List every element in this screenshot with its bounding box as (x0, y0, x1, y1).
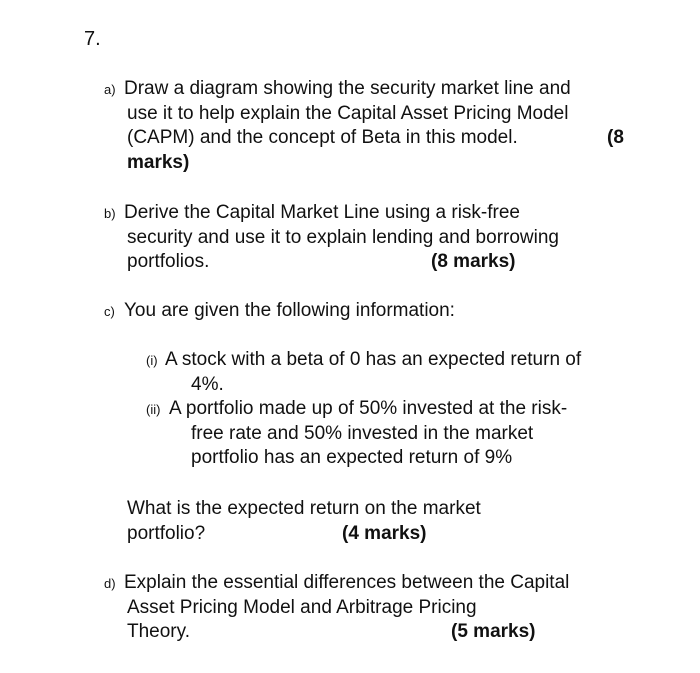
part-b-line-2: security and use it to explain lending and borrowing (127, 226, 559, 248)
part-c-marks: (4 marks) (342, 522, 427, 544)
part-c-item-ii (146, 397, 646, 471)
part-d (104, 571, 644, 645)
part-a-marks-close: marks) (127, 151, 190, 173)
part-c-label: c) (104, 304, 115, 319)
part-a-line-1: Draw a diagram showing the security market line and (124, 78, 571, 99)
part-a-line-3: (CAPM) and the concept of Beta in this model. (127, 127, 518, 148)
part-a-marks-open: (8 (607, 127, 624, 148)
part-d-line-2: Asset Pricing Model and Arbitrage Pricing (127, 596, 477, 618)
item-ii-line-3: portfolio has an expected return of 9% (191, 447, 513, 468)
part-c (104, 299, 644, 324)
part-a (104, 77, 644, 175)
part-c-question-line-1: What is the expected return on the market (127, 498, 481, 519)
part-a-line-2: use it to help explain the Capital Asset Pricing Model (127, 102, 569, 124)
part-d-marks: (5 marks) (451, 621, 536, 642)
part-d-line-3: Theory. (127, 621, 191, 642)
part-c-question (127, 497, 627, 546)
part-a-label: a) (104, 82, 116, 97)
part-c-item-i (146, 348, 646, 397)
part-b-line-3: portfolios. (127, 251, 210, 272)
item-ii-line-1: A portfolio made up of 50% invested at the risk- (169, 398, 568, 419)
part-b-line-1: Derive the Capital Market Line using a risk-free (124, 202, 521, 223)
part-d-line-1: Explain the essential differences between the Capital (124, 572, 570, 593)
item-i-label: (i) (146, 353, 158, 368)
question-number: 7. (84, 28, 101, 50)
part-c-intro: You are given the following information: (124, 300, 455, 321)
part-c-question-line-2: portfolio? (127, 522, 206, 544)
part-d-label: d) (104, 576, 116, 591)
item-i-line-2: 4%. (191, 373, 224, 395)
part-b (104, 201, 644, 275)
item-i-line-1: A stock with a beta of 0 has an expected return of (165, 349, 582, 370)
part-b-label: b) (104, 206, 116, 221)
part-b-marks: (8 marks) (431, 251, 516, 272)
item-ii-label: (ii) (146, 402, 161, 417)
item-ii-line-2: free rate and 50% invested in the market (191, 422, 534, 444)
